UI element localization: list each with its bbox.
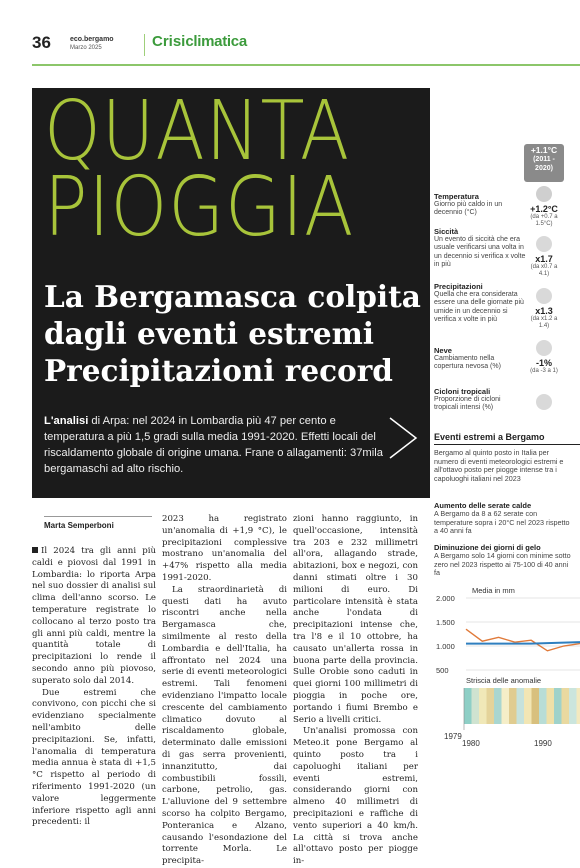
indicator-value: x1.7	[526, 254, 562, 264]
snowflake-icon	[536, 340, 552, 356]
paragraph: La straordinarietà di questi dati ha avuto riscontri anche nella Bergamasca che, similmente al resto della Lombardia e dell'Italia, ha affrontato nel 2024 una serie di eventi meteorologici estremi. Tali fenomeni evidenziano l'impatto locale crescente del cambiamento climatico dovuto al riscaldamento globale, determinato dalle emissioni di gas serra provenienti, innanzitutto, dai combustibili fossili, carbone, petrolio, gas. L'alluvione del 9 settembre scorso ha colpito Bergamo, Ponteranica e Alzano, causando l'esondazione del torrente Morla. Le precipita-	[162, 585, 287, 868]
paragraph: Due estremi che convivono, con picchi che si evidenziano specialmente nell'ambito delle precipitazioni. Se, infatti, l'anomalia di temperatura media annua è stata di +1,5 °C rispetto al periodo di riferimento 1991-2020 (un valore leggermente inferiore rispetto agli anni precedenti: il	[32, 688, 156, 830]
anomaly-stripe	[517, 688, 525, 724]
indicator-desc: Cambiamento nella copertura nevosa (%)	[434, 355, 524, 372]
frost-days	[434, 543, 574, 578]
indicator-value-neve	[526, 340, 562, 375]
anomaly-stripe	[472, 688, 480, 724]
indicator-temperatura	[434, 192, 524, 218]
publication-name: eco.bergamo	[70, 36, 114, 43]
chart-xtick-label: 1979	[444, 732, 462, 741]
indicator-range: (da -3 a 1)	[526, 368, 562, 375]
header-divider	[144, 34, 145, 56]
paragraph: 2023 ha registrato un'anomalia di +1,9 °C), le precipitazioni complessive mostrano un'anomalia del +47% rispetto alla media 1991-2020.	[162, 514, 287, 585]
headline-line3: Precipitazioni record	[44, 352, 424, 389]
author-rule	[44, 516, 152, 517]
indicator-precipitazioni	[434, 282, 526, 325]
article-column-3	[293, 514, 418, 868]
chart-ytick-label: 1.000	[436, 642, 455, 651]
indicator-title: Temperatura	[434, 192, 524, 201]
indicator-value-temperatura	[526, 186, 562, 228]
header-rule	[32, 64, 580, 66]
hero-title-line1: QUANTA	[44, 94, 354, 170]
summary-body: di Arpa: nel 2024 in Lombardia più 47 per cento e temperatura a più 1,5 gradi sulla media 1991-2020. Effetti locali del riscaldamento globale di origine umana. Frane o allagamenti: 37mila bergamaschi ad alto rischio.	[44, 415, 383, 475]
indicator-title: Cicloni tropicali	[434, 387, 524, 396]
rubric-part2: climatica	[185, 33, 247, 50]
arrow-right-icon	[386, 416, 420, 460]
indicator-title: Neve	[434, 346, 524, 355]
indicator-value-precipitazioni	[526, 288, 562, 330]
stripes-label: Striscia delle anomalie	[466, 676, 541, 685]
anomaly-stripe	[464, 688, 472, 724]
indicator-title: Siccità	[434, 227, 526, 236]
frost-desc: A Bergamo solo 14 giorni con minime sotto zero nel 2023 rispetto ai 75-100 di 40 anni fa	[434, 552, 574, 578]
hero-title	[44, 94, 354, 246]
section-rubric	[152, 33, 247, 50]
hot-evenings	[434, 501, 574, 536]
anomaly-stripe	[524, 688, 532, 724]
indicator-desc: Giorno più caldo in un decennio (°C)	[434, 201, 524, 218]
chart-xtick-label: 1980	[462, 739, 480, 748]
events-title: Eventi estremi a Bergamo	[434, 432, 545, 442]
headline	[44, 278, 424, 389]
indicator-value: x1.3	[526, 306, 562, 316]
badge-period: (2011 - 2020)	[524, 155, 564, 173]
badge-value: +1.1°C	[524, 146, 564, 155]
headline-line2: dagli eventi estremi	[44, 315, 424, 352]
chart-ylabel: Media in mm	[472, 586, 515, 595]
indicator-range: (da x0.7 a 4.1)	[526, 264, 562, 278]
chart-xtick-label: 1990	[534, 739, 552, 748]
hero-title-line2: PIOGGIA	[44, 170, 354, 246]
anomaly-stripe	[562, 688, 570, 724]
article-column-2	[162, 514, 287, 868]
events-rule	[434, 444, 580, 445]
author-name: Marta Semperboni	[44, 521, 114, 530]
anomaly-stripe	[509, 688, 517, 724]
chart-series-line	[466, 629, 580, 651]
page-number: 36	[32, 33, 51, 53]
publication-date: Marzo 2025	[70, 45, 102, 51]
indicator-title: Precipitazioni	[434, 282, 526, 291]
chart-ytick-label: 500	[436, 666, 449, 675]
summary-lead: L'analisi	[44, 415, 88, 427]
anomaly-stripe	[487, 688, 495, 724]
indicator-desc: Un evento di siccità che era usuale verificarsi una volta in un decennio si verifica x volte in più	[434, 236, 526, 270]
indicator-desc: Quella che era considerata essere una delle giornate più umide in un decennio si verifica x volte in più	[434, 291, 526, 325]
indicator-value: +1.2°C	[526, 204, 562, 214]
anomaly-stripe	[502, 688, 510, 724]
chart-ytick-label: 1.500	[436, 618, 455, 627]
paragraph: Un'analisi promossa con Meteo.it pone Bergamo al quinto posto tra i capoluoghi italiani per eventi estremi, considerando giorni con almeno 40 millimetri di precipitazioni e raffiche di vento superiori a 40 km/h. La città si trova anche all'ottavo posto per piogge in-	[293, 726, 418, 868]
raindrop-icon	[536, 288, 552, 304]
headline-line1: La Bergamasca colpita	[44, 278, 424, 315]
events-desc: Bergamo al quinto posto in Italia per numero di eventi meteorologici estremi e all'ottavo posto per piogge intense tra i capoluoghi italiani nel 2023	[434, 449, 574, 483]
indicator-neve	[434, 346, 524, 372]
chart-series-line	[466, 642, 580, 643]
article-column-1	[32, 546, 156, 829]
sun-icon	[536, 186, 552, 202]
anomaly-stripe	[547, 688, 555, 724]
anomaly-stripe	[494, 688, 502, 724]
anomaly-stripe	[539, 688, 547, 724]
anomaly-stripe	[479, 688, 487, 724]
summary-text	[44, 413, 389, 477]
indicator-desc: Proporzione di cicloni tropicali intensi (%)	[434, 396, 524, 413]
frost-title: Diminuzione dei giorni di gelo	[434, 543, 574, 552]
precipitation-chart	[436, 584, 580, 794]
hot-desc: A Bergamo da 8 a 62 serate con temperature sopra i 20°C nel 2023 rispetto a 40 anni fa	[434, 510, 574, 536]
hot-title: Aumento delle serate calde	[434, 501, 574, 510]
indicator-range: (da x1.2 a 1.4)	[526, 316, 562, 330]
indicator-value-siccita	[526, 236, 562, 278]
indicator-value: -1%	[526, 358, 562, 368]
cyclone-icon	[536, 394, 552, 410]
anomaly-stripe	[577, 688, 580, 724]
paragraph: zioni hanno raggiunto, in quell'occasione, intensità tra 203 e 232 millimetri all'ora, allagando strade, abitazioni, box e negozi, con danni stimati oltre i 30 milioni di euro. Di particolare intensità è stata anche l'ondata di precipitazioni intense che, tra l'8 e il 10 ottobre, ha causato un'allerta rossa in buona parte della provincia. Sulle Orobie sono caduti in quei giorni 100 millimetri di pioggia in poche ore, portando i fiumi Brembo e Serio a livelli critici.	[293, 514, 418, 726]
anomaly-stripe	[532, 688, 540, 724]
indicator-cicloni	[434, 387, 524, 413]
anomaly-stripe	[569, 688, 577, 724]
drought-icon	[536, 236, 552, 252]
paragraph: Il 2024 tra gli anni più caldi e piovosi dal 1991 in Lombardia: lo riporta Arpa nel suo dossier di analisi sul clima dell'anno scorso. Le temperature registrate lo collocano al terzo posto tra gli anni più caldi, mentre la quantità totale di precipitazioni lo rende il secondo anno più piovoso, superato solo dal 2014.	[32, 546, 156, 688]
rubric-part1: Crisi	[152, 33, 185, 50]
bullet-square-icon	[32, 547, 38, 553]
chart-ytick-label: 2.000	[436, 594, 455, 603]
indicator-siccita	[434, 227, 526, 270]
anomaly-stripe	[554, 688, 562, 724]
temperature-badge	[524, 144, 564, 182]
indicator-range: (da +0.7 a 1.5°C)	[526, 214, 562, 228]
